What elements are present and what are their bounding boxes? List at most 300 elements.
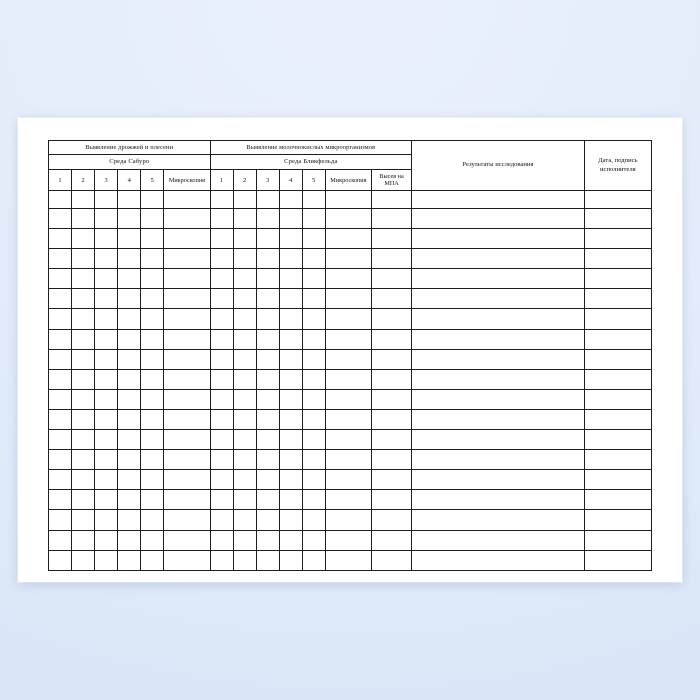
table-cell[interactable] bbox=[325, 550, 371, 570]
table-cell[interactable] bbox=[233, 329, 256, 349]
table-cell[interactable] bbox=[256, 470, 279, 490]
table-cell[interactable] bbox=[371, 329, 411, 349]
table-cell[interactable] bbox=[95, 329, 118, 349]
table-cell[interactable] bbox=[279, 349, 302, 369]
table-cell[interactable] bbox=[279, 510, 302, 530]
table-cell[interactable] bbox=[325, 530, 371, 550]
table-cell[interactable] bbox=[49, 309, 72, 329]
table-cell[interactable] bbox=[279, 550, 302, 570]
table-cell[interactable] bbox=[141, 430, 164, 450]
table-cell[interactable] bbox=[371, 530, 411, 550]
table-row[interactable] bbox=[49, 191, 652, 209]
table-cell[interactable] bbox=[412, 349, 585, 369]
table-cell[interactable] bbox=[325, 329, 371, 349]
table-cell[interactable] bbox=[412, 249, 585, 269]
table-row[interactable] bbox=[49, 530, 652, 550]
table-cell[interactable] bbox=[164, 530, 210, 550]
table-cell[interactable] bbox=[302, 209, 325, 229]
table-cell[interactable] bbox=[210, 490, 233, 510]
table-cell[interactable] bbox=[412, 450, 585, 470]
table-cell[interactable] bbox=[164, 329, 210, 349]
table-cell[interactable] bbox=[584, 349, 651, 369]
table-cell[interactable] bbox=[279, 329, 302, 349]
table-cell[interactable] bbox=[412, 490, 585, 510]
table-cell[interactable] bbox=[95, 430, 118, 450]
table-cell[interactable] bbox=[118, 249, 141, 269]
table-cell[interactable] bbox=[279, 470, 302, 490]
table-cell[interactable] bbox=[371, 309, 411, 329]
table-cell[interactable] bbox=[584, 249, 651, 269]
table-cell[interactable] bbox=[279, 309, 302, 329]
table-cell[interactable] bbox=[49, 430, 72, 450]
table-cell[interactable] bbox=[72, 389, 95, 409]
table-row[interactable] bbox=[49, 209, 652, 229]
table-cell[interactable] bbox=[233, 470, 256, 490]
table-cell[interactable] bbox=[302, 309, 325, 329]
table-cell[interactable] bbox=[49, 409, 72, 429]
table-cell[interactable] bbox=[95, 269, 118, 289]
table-cell[interactable] bbox=[325, 229, 371, 249]
table-cell[interactable] bbox=[584, 470, 651, 490]
table-cell[interactable] bbox=[584, 309, 651, 329]
table-cell[interactable] bbox=[279, 369, 302, 389]
table-cell[interactable] bbox=[256, 530, 279, 550]
table-cell[interactable] bbox=[118, 389, 141, 409]
table-cell[interactable] bbox=[210, 409, 233, 429]
table-cell[interactable] bbox=[49, 329, 72, 349]
table-cell[interactable] bbox=[164, 389, 210, 409]
table-cell[interactable] bbox=[49, 349, 72, 369]
table-cell[interactable] bbox=[279, 269, 302, 289]
table-cell[interactable] bbox=[302, 249, 325, 269]
table-cell[interactable] bbox=[141, 249, 164, 269]
table-cell[interactable] bbox=[412, 269, 585, 289]
table-cell[interactable] bbox=[584, 510, 651, 530]
table-cell[interactable] bbox=[49, 470, 72, 490]
table-cell[interactable] bbox=[584, 530, 651, 550]
table-cell[interactable] bbox=[72, 309, 95, 329]
table-cell[interactable] bbox=[325, 450, 371, 470]
table-cell[interactable] bbox=[325, 510, 371, 530]
table-cell[interactable] bbox=[256, 329, 279, 349]
table-cell[interactable] bbox=[584, 550, 651, 570]
table-cell[interactable] bbox=[49, 550, 72, 570]
table-cell[interactable] bbox=[233, 209, 256, 229]
table-cell[interactable] bbox=[325, 209, 371, 229]
table-cell[interactable] bbox=[210, 309, 233, 329]
table-cell[interactable] bbox=[584, 409, 651, 429]
table-cell[interactable] bbox=[325, 490, 371, 510]
table-cell[interactable] bbox=[412, 430, 585, 450]
table-cell[interactable] bbox=[118, 369, 141, 389]
table-cell[interactable] bbox=[302, 349, 325, 369]
table-cell[interactable] bbox=[371, 550, 411, 570]
table-cell[interactable] bbox=[210, 550, 233, 570]
table-cell[interactable] bbox=[95, 369, 118, 389]
table-cell[interactable] bbox=[412, 289, 585, 309]
table-cell[interactable] bbox=[325, 389, 371, 409]
table-cell[interactable] bbox=[302, 369, 325, 389]
table-cell[interactable] bbox=[49, 209, 72, 229]
table-cell[interactable] bbox=[256, 409, 279, 429]
table-row[interactable] bbox=[49, 490, 652, 510]
table-cell[interactable] bbox=[302, 229, 325, 249]
table-cell[interactable] bbox=[233, 550, 256, 570]
table-cell[interactable] bbox=[325, 269, 371, 289]
table-cell[interactable] bbox=[118, 209, 141, 229]
table-cell[interactable] bbox=[233, 450, 256, 470]
table-cell[interactable] bbox=[72, 510, 95, 530]
table-cell[interactable] bbox=[118, 309, 141, 329]
table-cell[interactable] bbox=[49, 389, 72, 409]
table-cell[interactable] bbox=[164, 369, 210, 389]
table-cell[interactable] bbox=[95, 409, 118, 429]
table-cell[interactable] bbox=[141, 409, 164, 429]
table-cell[interactable] bbox=[412, 389, 585, 409]
table-cell[interactable] bbox=[95, 309, 118, 329]
table-cell[interactable] bbox=[256, 229, 279, 249]
table-cell[interactable] bbox=[164, 289, 210, 309]
table-cell[interactable] bbox=[371, 490, 411, 510]
table-cell[interactable] bbox=[584, 191, 651, 209]
table-cell[interactable] bbox=[118, 430, 141, 450]
table-cell[interactable] bbox=[302, 510, 325, 530]
table-cell[interactable] bbox=[302, 289, 325, 309]
table-cell[interactable] bbox=[279, 389, 302, 409]
table-cell[interactable] bbox=[141, 510, 164, 530]
table-cell[interactable] bbox=[72, 289, 95, 309]
table-cell[interactable] bbox=[141, 369, 164, 389]
table-cell[interactable] bbox=[164, 409, 210, 429]
table-cell[interactable] bbox=[95, 209, 118, 229]
table-row[interactable] bbox=[49, 229, 652, 249]
table-cell[interactable] bbox=[164, 229, 210, 249]
table-cell[interactable] bbox=[95, 530, 118, 550]
table-cell[interactable] bbox=[256, 209, 279, 229]
table-cell[interactable] bbox=[256, 550, 279, 570]
table-row[interactable] bbox=[49, 309, 652, 329]
table-cell[interactable] bbox=[118, 510, 141, 530]
table-cell[interactable] bbox=[233, 249, 256, 269]
table-cell[interactable] bbox=[141, 470, 164, 490]
table-cell[interactable] bbox=[325, 430, 371, 450]
table-row[interactable] bbox=[49, 510, 652, 530]
table-cell[interactable] bbox=[233, 269, 256, 289]
table-cell[interactable] bbox=[302, 329, 325, 349]
table-cell[interactable] bbox=[302, 530, 325, 550]
table-cell[interactable] bbox=[95, 389, 118, 409]
table-cell[interactable] bbox=[302, 550, 325, 570]
table-cell[interactable] bbox=[584, 289, 651, 309]
table-cell[interactable] bbox=[233, 430, 256, 450]
table-cell[interactable] bbox=[233, 409, 256, 429]
table-cell[interactable] bbox=[412, 329, 585, 349]
table-cell[interactable] bbox=[118, 229, 141, 249]
table-cell[interactable] bbox=[210, 229, 233, 249]
table-cell[interactable] bbox=[210, 191, 233, 209]
table-cell[interactable] bbox=[279, 450, 302, 470]
table-cell[interactable] bbox=[118, 470, 141, 490]
table-cell[interactable] bbox=[233, 490, 256, 510]
table-cell[interactable] bbox=[233, 229, 256, 249]
table-cell[interactable] bbox=[210, 530, 233, 550]
table-cell[interactable] bbox=[584, 369, 651, 389]
table-cell[interactable] bbox=[141, 550, 164, 570]
table-cell[interactable] bbox=[164, 249, 210, 269]
table-cell[interactable] bbox=[256, 269, 279, 289]
table-cell[interactable] bbox=[256, 510, 279, 530]
table-cell[interactable] bbox=[256, 309, 279, 329]
table-cell[interactable] bbox=[210, 430, 233, 450]
table-cell[interactable] bbox=[371, 349, 411, 369]
table-cell[interactable] bbox=[412, 191, 585, 209]
table-cell[interactable] bbox=[279, 209, 302, 229]
table-cell[interactable] bbox=[256, 349, 279, 369]
table-cell[interactable] bbox=[584, 229, 651, 249]
table-cell[interactable] bbox=[164, 209, 210, 229]
table-cell[interactable] bbox=[371, 249, 411, 269]
table-cell[interactable] bbox=[72, 470, 95, 490]
table-cell[interactable] bbox=[584, 329, 651, 349]
table-cell[interactable] bbox=[371, 430, 411, 450]
table-cell[interactable] bbox=[302, 470, 325, 490]
table-cell[interactable] bbox=[72, 229, 95, 249]
table-cell[interactable] bbox=[584, 490, 651, 510]
table-cell[interactable] bbox=[412, 409, 585, 429]
table-cell[interactable] bbox=[325, 470, 371, 490]
table-cell[interactable] bbox=[210, 209, 233, 229]
table-cell[interactable] bbox=[72, 369, 95, 389]
table-cell[interactable] bbox=[118, 191, 141, 209]
table-row[interactable] bbox=[49, 470, 652, 490]
table-cell[interactable] bbox=[256, 450, 279, 470]
table-cell[interactable] bbox=[325, 409, 371, 429]
table-cell[interactable] bbox=[412, 209, 585, 229]
table-row[interactable] bbox=[49, 349, 652, 369]
table-cell[interactable] bbox=[118, 550, 141, 570]
table-cell[interactable] bbox=[141, 229, 164, 249]
table-cell[interactable] bbox=[210, 289, 233, 309]
table-cell[interactable] bbox=[233, 191, 256, 209]
table-cell[interactable] bbox=[279, 229, 302, 249]
table-cell[interactable] bbox=[141, 289, 164, 309]
table-cell[interactable] bbox=[49, 229, 72, 249]
table-cell[interactable] bbox=[49, 289, 72, 309]
table-cell[interactable] bbox=[233, 289, 256, 309]
table-cell[interactable] bbox=[210, 369, 233, 389]
table-cell[interactable] bbox=[256, 191, 279, 209]
table-cell[interactable] bbox=[210, 450, 233, 470]
table-row[interactable] bbox=[49, 329, 652, 349]
table-cell[interactable] bbox=[95, 289, 118, 309]
table-cell[interactable] bbox=[256, 289, 279, 309]
table-cell[interactable] bbox=[233, 349, 256, 369]
table-cell[interactable] bbox=[210, 389, 233, 409]
table-cell[interactable] bbox=[49, 510, 72, 530]
table-cell[interactable] bbox=[584, 209, 651, 229]
table-cell[interactable] bbox=[141, 450, 164, 470]
table-cell[interactable] bbox=[164, 269, 210, 289]
table-cell[interactable] bbox=[302, 430, 325, 450]
table-cell[interactable] bbox=[72, 430, 95, 450]
table-cell[interactable] bbox=[95, 191, 118, 209]
table-row[interactable] bbox=[49, 289, 652, 309]
table-cell[interactable] bbox=[302, 191, 325, 209]
table-cell[interactable] bbox=[118, 289, 141, 309]
table-cell[interactable] bbox=[210, 349, 233, 369]
table-cell[interactable] bbox=[412, 530, 585, 550]
table-cell[interactable] bbox=[584, 389, 651, 409]
table-cell[interactable] bbox=[233, 369, 256, 389]
table-cell[interactable] bbox=[325, 349, 371, 369]
table-cell[interactable] bbox=[95, 490, 118, 510]
table-cell[interactable] bbox=[164, 550, 210, 570]
table-cell[interactable] bbox=[72, 530, 95, 550]
table-cell[interactable] bbox=[233, 530, 256, 550]
table-cell[interactable] bbox=[371, 450, 411, 470]
table-cell[interactable] bbox=[412, 369, 585, 389]
table-cell[interactable] bbox=[95, 249, 118, 269]
table-cell[interactable] bbox=[118, 349, 141, 369]
table-row[interactable] bbox=[49, 409, 652, 429]
table-cell[interactable] bbox=[118, 450, 141, 470]
table-cell[interactable] bbox=[371, 209, 411, 229]
table-row[interactable] bbox=[49, 369, 652, 389]
table-cell[interactable] bbox=[118, 269, 141, 289]
table-cell[interactable] bbox=[72, 209, 95, 229]
table-cell[interactable] bbox=[256, 490, 279, 510]
table-cell[interactable] bbox=[164, 450, 210, 470]
table-cell[interactable] bbox=[118, 490, 141, 510]
table-cell[interactable] bbox=[412, 510, 585, 530]
table-cell[interactable] bbox=[72, 490, 95, 510]
table-cell[interactable] bbox=[141, 490, 164, 510]
table-row[interactable] bbox=[49, 430, 652, 450]
table-cell[interactable] bbox=[279, 409, 302, 429]
table-cell[interactable] bbox=[371, 470, 411, 490]
table-cell[interactable] bbox=[95, 510, 118, 530]
table-cell[interactable] bbox=[49, 191, 72, 209]
table-cell[interactable] bbox=[325, 369, 371, 389]
table-cell[interactable] bbox=[412, 229, 585, 249]
table-cell[interactable] bbox=[164, 470, 210, 490]
table-cell[interactable] bbox=[49, 369, 72, 389]
table-cell[interactable] bbox=[141, 309, 164, 329]
table-cell[interactable] bbox=[141, 269, 164, 289]
table-cell[interactable] bbox=[371, 369, 411, 389]
table-cell[interactable] bbox=[256, 389, 279, 409]
table-cell[interactable] bbox=[72, 349, 95, 369]
table-cell[interactable] bbox=[49, 530, 72, 550]
table-cell[interactable] bbox=[412, 550, 585, 570]
table-cell[interactable] bbox=[302, 409, 325, 429]
table-cell[interactable] bbox=[325, 309, 371, 329]
table-cell[interactable] bbox=[302, 450, 325, 470]
table-cell[interactable] bbox=[164, 430, 210, 450]
table-cell[interactable] bbox=[412, 470, 585, 490]
table-cell[interactable] bbox=[371, 229, 411, 249]
table-cell[interactable] bbox=[233, 309, 256, 329]
table-cell[interactable] bbox=[371, 389, 411, 409]
table-row[interactable] bbox=[49, 269, 652, 289]
table-cell[interactable] bbox=[279, 490, 302, 510]
table-cell[interactable] bbox=[325, 289, 371, 309]
table-cell[interactable] bbox=[371, 289, 411, 309]
table-cell[interactable] bbox=[233, 510, 256, 530]
table-cell[interactable] bbox=[302, 389, 325, 409]
table-cell[interactable] bbox=[412, 309, 585, 329]
table-cell[interactable] bbox=[210, 329, 233, 349]
table-cell[interactable] bbox=[49, 269, 72, 289]
table-cell[interactable] bbox=[210, 470, 233, 490]
table-cell[interactable] bbox=[233, 389, 256, 409]
table-cell[interactable] bbox=[371, 191, 411, 209]
table-cell[interactable] bbox=[325, 249, 371, 269]
table-cell[interactable] bbox=[164, 309, 210, 329]
table-cell[interactable] bbox=[210, 269, 233, 289]
table-cell[interactable] bbox=[302, 490, 325, 510]
table-cell[interactable] bbox=[72, 550, 95, 570]
table-row[interactable] bbox=[49, 249, 652, 269]
table-row[interactable] bbox=[49, 389, 652, 409]
table-cell[interactable] bbox=[210, 249, 233, 269]
table-cell[interactable] bbox=[279, 289, 302, 309]
table-cell[interactable] bbox=[256, 249, 279, 269]
table-cell[interactable] bbox=[72, 191, 95, 209]
table-cell[interactable] bbox=[141, 191, 164, 209]
table-cell[interactable] bbox=[210, 510, 233, 530]
table-cell[interactable] bbox=[164, 191, 210, 209]
table-cell[interactable] bbox=[279, 249, 302, 269]
table-cell[interactable] bbox=[49, 490, 72, 510]
table-cell[interactable] bbox=[49, 450, 72, 470]
table-cell[interactable] bbox=[95, 349, 118, 369]
table-cell[interactable] bbox=[141, 329, 164, 349]
table-cell[interactable] bbox=[325, 191, 371, 209]
table-cell[interactable] bbox=[279, 430, 302, 450]
table-cell[interactable] bbox=[118, 329, 141, 349]
table-cell[interactable] bbox=[584, 269, 651, 289]
table-cell[interactable] bbox=[141, 389, 164, 409]
table-cell[interactable] bbox=[141, 530, 164, 550]
table-cell[interactable] bbox=[371, 269, 411, 289]
table-cell[interactable] bbox=[164, 490, 210, 510]
table-cell[interactable] bbox=[371, 409, 411, 429]
table-cell[interactable] bbox=[72, 409, 95, 429]
table-cell[interactable] bbox=[72, 269, 95, 289]
table-cell[interactable] bbox=[49, 249, 72, 269]
table-cell[interactable] bbox=[95, 470, 118, 490]
table-cell[interactable] bbox=[584, 450, 651, 470]
table-cell[interactable] bbox=[256, 369, 279, 389]
table-cell[interactable] bbox=[95, 450, 118, 470]
table-cell[interactable] bbox=[72, 249, 95, 269]
table-cell[interactable] bbox=[256, 430, 279, 450]
table-cell[interactable] bbox=[141, 349, 164, 369]
table-cell[interactable] bbox=[72, 450, 95, 470]
table-cell[interactable] bbox=[279, 191, 302, 209]
table-row[interactable] bbox=[49, 550, 652, 570]
table-cell[interactable] bbox=[164, 510, 210, 530]
table-row[interactable] bbox=[49, 450, 652, 470]
table-cell[interactable] bbox=[118, 530, 141, 550]
table-cell[interactable] bbox=[72, 329, 95, 349]
table-cell[interactable] bbox=[279, 530, 302, 550]
table-cell[interactable] bbox=[164, 349, 210, 369]
table-cell[interactable] bbox=[95, 229, 118, 249]
table-cell[interactable] bbox=[302, 269, 325, 289]
table-cell[interactable] bbox=[371, 510, 411, 530]
